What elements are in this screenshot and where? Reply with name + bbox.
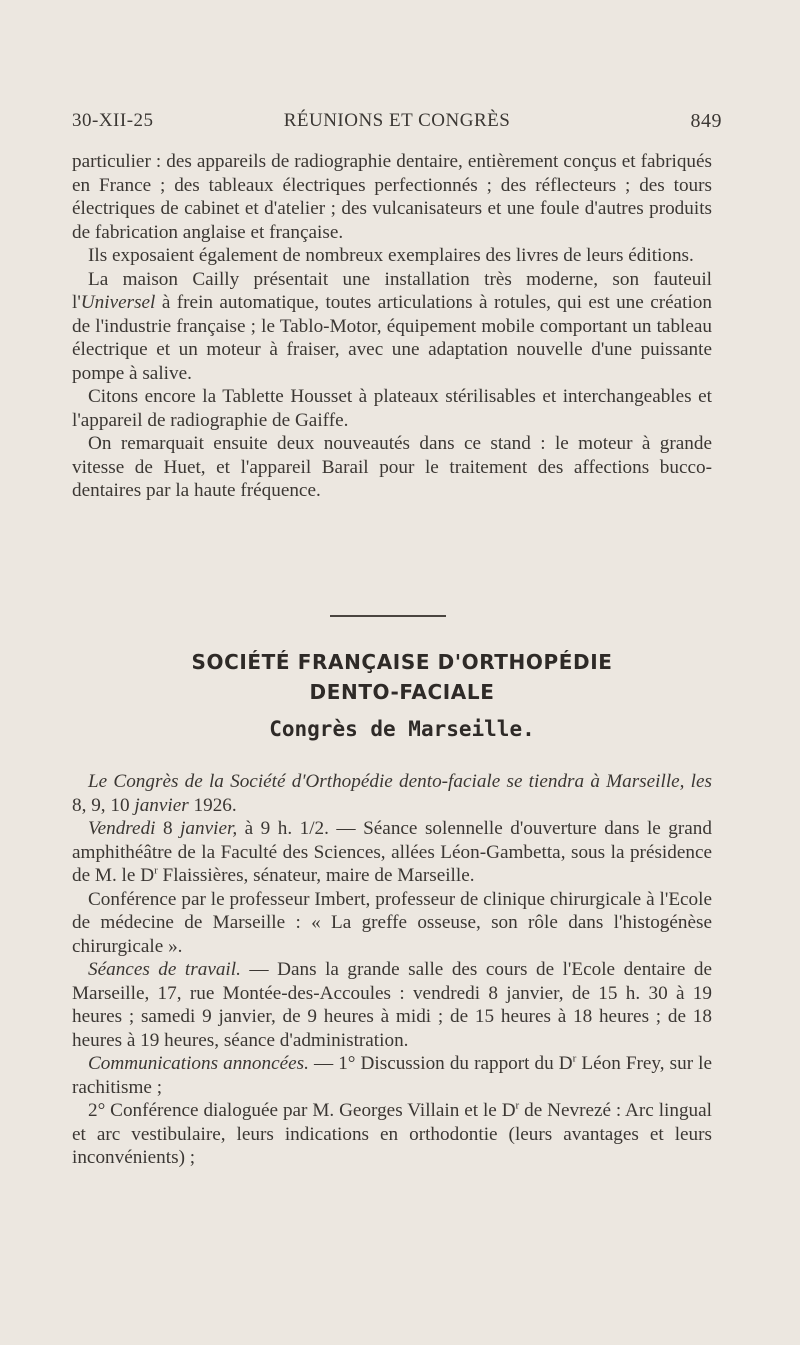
superscript: r [572,1052,577,1065]
text-run: 1926. [188,794,237,816]
text-run: de Nevrezé : Arc lingual et arc vestibulaire, leurs indications en orthodontie (leurs avantages et leurs inconvénients) ; [72,1100,712,1168]
text-run: Flaissières, sénateur, maire de Marseille. [157,865,475,886]
italic-run: Communications annoncées. [88,1053,309,1074]
italic-run: Le Congrès de la Société d'Orthopédie dento-faciale se tiendra à Marseille, les [88,771,712,792]
running-head [72,110,722,140]
paragraph: Conférence par le professeur Imbert, professeur de clinique chirurgicale à l'Ecole de médecine de Marseille : « La greffe osseuse, son rôle dans l'histogénèse chirurgicale ». [72,888,712,957]
italic-run: janvier [134,794,189,816]
paragraph [72,1052,712,1099]
superscript: r [515,1099,520,1112]
text-run: — 1° Discussion du rapport du D [308,1053,573,1074]
italic-run: janvier, [180,818,238,839]
paragraph: Ils exposaient également de nombreux exemplaires des livres de leurs éditions. [88,245,694,266]
paragraph [72,1099,712,1170]
section-subtitle: Congrès de Marseille. [269,717,535,741]
text-run: 8 [155,818,181,839]
italic-run: Séances de travail. [88,959,241,980]
paragraph [72,268,712,386]
paragraph [72,958,712,1052]
italic-run: Vendredi [88,818,156,839]
page-number: 849 [690,110,722,132]
intro-text [72,150,712,503]
text-run: 2° Conférence dialoguée par M. Georges Villain et le D [88,1100,516,1121]
section-title-line2: DENTO-FACIALE [309,680,495,704]
superscript: r [154,864,158,877]
text-run: à 9 h. 1/2. — Séance solennelle d'ouverture dans le grand amphithéâtre de la Faculté des Sciences, allées Léon-Gambetta, sous la présidence de M. le D [72,818,712,886]
text-run: à frein automatique, toutes articulations à rotules, qui est une création de l'industrie française ; le Tablo-Motor, équipement mobile comportant un tableau électrique et un moteur à fraiser, avec une adaptation nouvelle d'une puissante pompe à salive. [72,292,712,384]
header-section-title: RÉUNIONS ET CONGRÈS [283,110,511,131]
paragraph: Citons encore la Tablette Housset à plateaux stérilisables et interchangeables et l'appareil de radiographie de Gaiffe. [72,386,712,431]
text-run: Léon Frey, sur le rachitisme ; [72,1053,712,1098]
paragraph [72,770,712,817]
section-divider [330,615,446,617]
text-run: La maison Cailly présentait une installation très moderne, son fauteuil l' [72,268,712,313]
paragraph: On remarquait ensuite deux nouveautés dans ce stand : le moteur à grande vitesse de Huet, et l'appareil Barail pour le traitement des affections bucco-dentaires par la haute fréquence. [72,433,712,501]
italic-run: Universel [80,292,156,313]
section-title-line1: SOCIÉTÉ FRANÇAISE D'ORTHOPÉDIE [191,650,613,674]
paragraph [72,817,712,888]
header-date: 30-XII-25 [72,110,154,131]
text-run: 8, 9, 10 [72,794,135,816]
paragraph: particulier : des appareils de radiographie dentaire, entièrement conçus et fabriqués en France ; des tableaux électriques perfectionnés ; des réflecteurs ; des tours électriques de cabinet et d'atelier ; des vulcanisateurs et une foule d'autres produits de fabrication anglaise et française. [72,151,712,243]
text-run: — Dans la grande salle des cours de l'Ecole dentaire de Marseille, 17, rue Montée-des-Accoules : vendredi 8 janvier, de 15 h. 30 à 19 heures ; samedi 9 janvier, de 9 heures à midi ; de 15 heures à 18 heures ; de 18 heures à 19 heures, séance d'administration. [72,959,712,1051]
congress-text [72,770,712,1170]
